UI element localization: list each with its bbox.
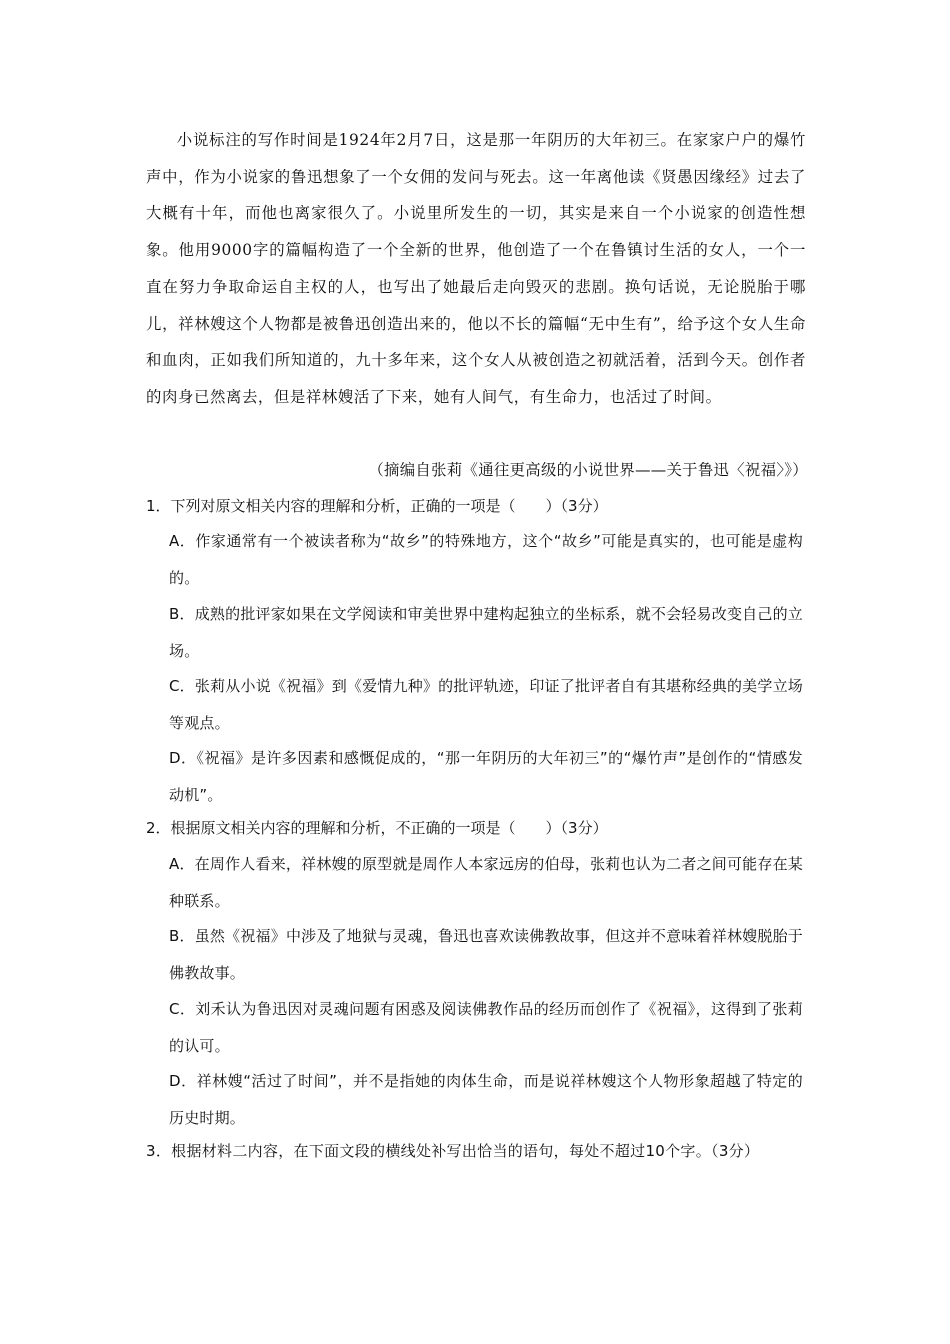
passage-paragraph: 小说标注的写作时间是1924年2月7日，这是那一年阴历的大年初三。在家家户户的爆竹声中，作为小说家的鲁迅想象了一个女佣的发问与死去。这一年离他读《贤愚因缘经》过去了大概有十年，而他也离家很久了。小说里所发生的一切，其实是来自一个小说家的创造性想象。他用9000字的篇幅构造了一个全新的世界，他创造了一个在鲁镇讨生活的女人，一个一直在努力争取命运自主权的人，也写出了她最后走向毁灭的悲剧。换句话说，无论脱胎于哪儿，祥林嫂这个人物都是被鲁迅创造出来的，他以不长的篇幅“无中生有”，给予这个女人生命和血肉，正如我们所知道的，九十多年来，这个女人从被创造之初就活着，活到今天。创作者的肉身已然离去，但是祥林嫂活了下来，她有人间气，有生命力，也活过了时间。	[146, 131, 806, 406]
question-1-stem: 1．下列对原文相关内容的理解和分析，正确的一项是（ ）（3分）	[146, 497, 608, 515]
question-1-option-a: A．作家通常有一个被读者称为“故乡”的特殊地方，这个“故乡”可能是真实的，也可能是虚构的。	[169, 532, 803, 587]
question-2-option-b: B．虽然《祝福》中涉及了地狱与灵魂，鲁迅也喜欢读佛教故事，但这并不意味着祥林嫂脱胎于佛教故事。	[169, 927, 803, 982]
question-2-option-c: C．刘禾认为鲁迅因对灵魂问题有困惑及阅读佛教作品的经历而创作了《祝福》，这得到了张莉的认可。	[169, 1000, 803, 1055]
passage-source: （摘编自张莉《通往更高级的小说世界——关于鲁迅〈祝福〉》）	[368, 461, 808, 479]
question-2-option-a: A．在周作人看来，祥林嫂的原型就是周作人本家远房的伯母，张莉也认为二者之间可能存在某种联系。	[169, 855, 803, 910]
question-1-option-b: B．成熟的批评家如果在文学阅读和审美世界中建构起独立的坐标系，就不会轻易改变自己的立场。	[169, 605, 803, 660]
question-2-option-d: D．祥林嫂“活过了时间”，并不是指她的肉体生命，而是说祥林嫂这个人物形象超越了特定的历史时期。	[169, 1072, 803, 1127]
question-2-stem: 2．根据原文相关内容的理解和分析，不正确的一项是（ ）（3分）	[146, 819, 608, 837]
question-3-stem: 3．根据材料二内容，在下面文段的横线处补写出恰当的语句，每处不超过10个字。（3分）	[146, 1142, 760, 1160]
question-1-option-d: D．《祝福》是许多因素和感慨促成的，“那一年阴历的大年初三”的“爆竹声”是创作的“情感发动机”。	[169, 749, 803, 804]
question-1-option-c: C．张莉从小说《祝福》到《爱情九种》的批评轨迹，印证了批评者自有其堪称经典的美学立场等观点。	[169, 677, 803, 732]
